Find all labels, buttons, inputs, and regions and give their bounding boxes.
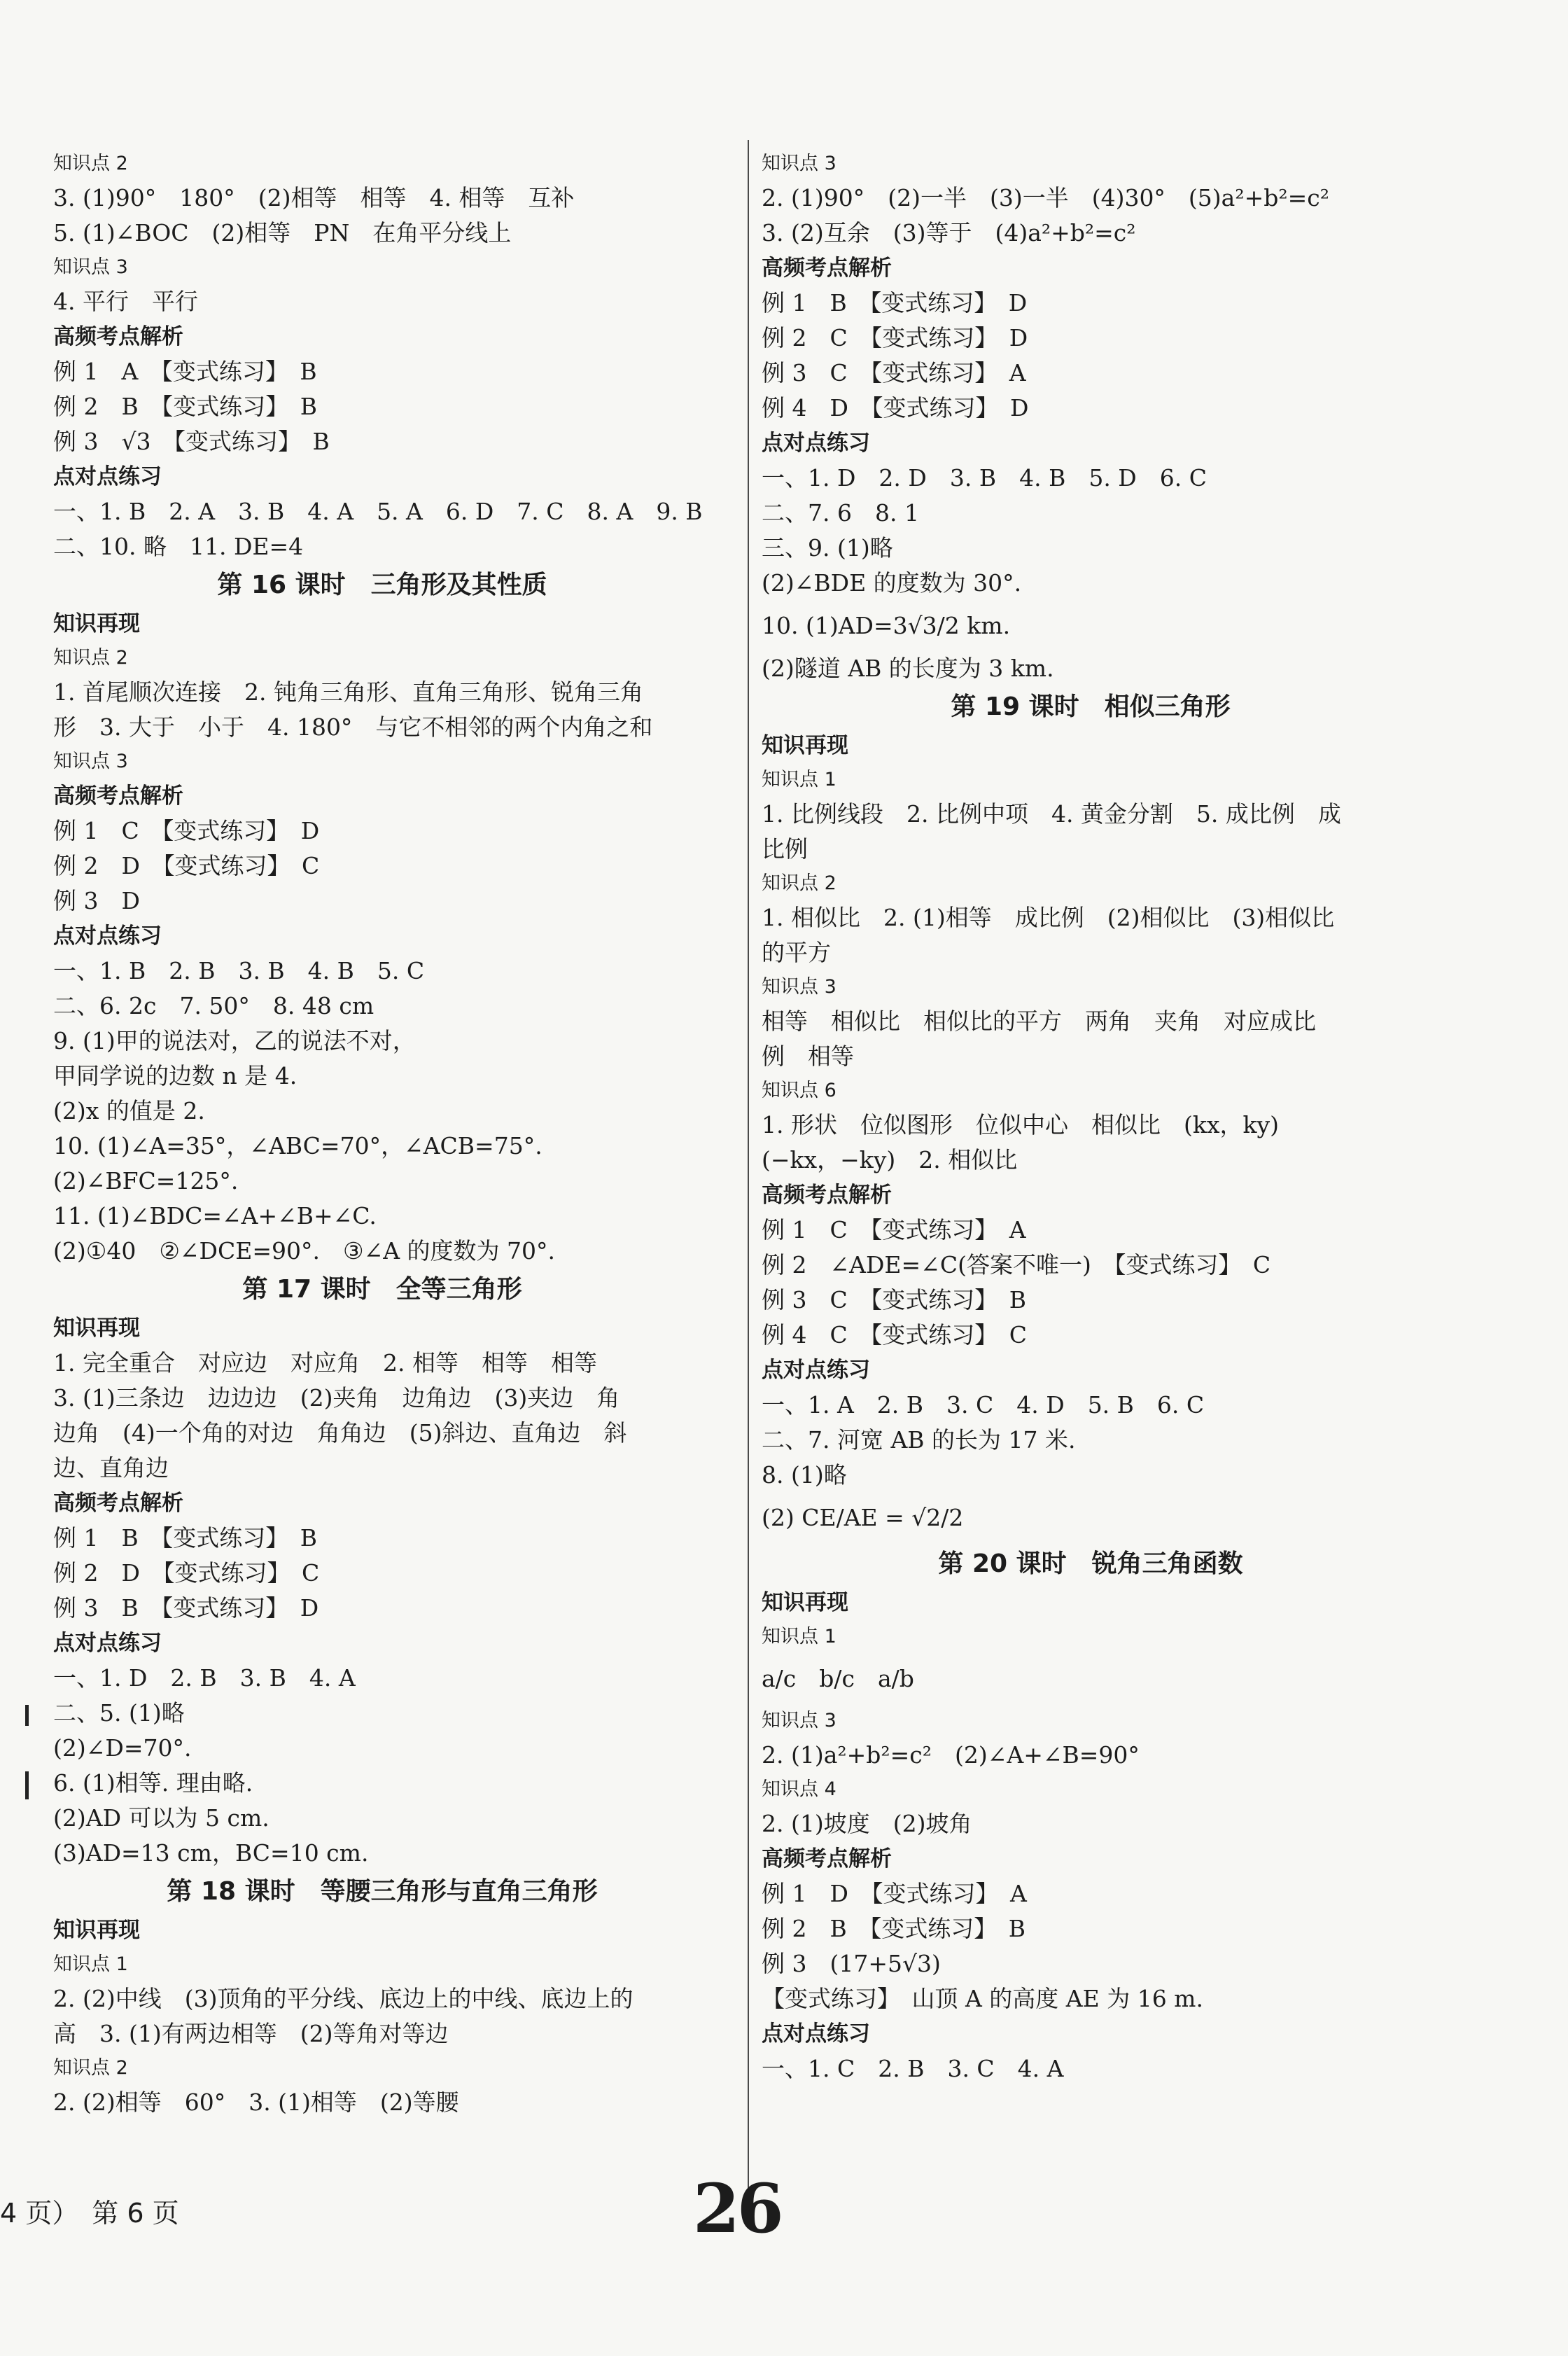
section-heading: 点对点练习 [762,431,870,456]
answer-line: 10. (1)AD=3√3/2 km. [762,612,1011,639]
answer-line: 例 3 D [53,887,140,914]
knowledge-point-label: 知识点 3 [53,256,128,278]
section-heading: 知识再现 [762,1590,848,1615]
answer-line: 例 1 A 【变式练习】 B [53,358,317,385]
column-divider [748,140,749,2219]
section-heading: 高频考点解析 [53,783,183,809]
answer-line: 一、1. A 2. B 3. C 4. D 5. B 6. C [762,1391,1205,1419]
section-heading: 知识再现 [53,1316,140,1341]
answer-line: (3)AD=13 cm，BC=10 cm. [53,1839,369,1867]
answer-line: 10. (1)∠A=35°，∠ABC=70°，∠ACB=75°. [53,1132,542,1159]
answer-line: 例 2 C 【变式练习】 D [762,324,1028,351]
answer-line: 2. (2)相等 60° 3. (1)相等 (2)等腰 [53,2089,459,2116]
answer-line: 4. 平行 平行 [53,288,198,315]
answer-line: 二、10. 略 11. DE=4 [53,533,304,560]
knowledge-point-label: 知识点 1 [762,1626,836,1647]
right-column [762,147,1420,2086]
knowledge-point-label: 知识点 6 [762,1080,836,1101]
scan-mark [25,1771,29,1799]
answer-line: 高 3. (1)有两边相等 (2)等角对等边 [53,2020,449,2047]
answer-line: 甲同学说的边数 n 是 4. [53,1062,298,1089]
lesson-title: 第 20 课时 锐角三角函数 [938,1549,1243,1578]
answer-line: (2)∠BDE 的度数为 30°. [762,569,1022,597]
answer-line: 例 4 D 【变式练习】 D [762,394,1029,421]
answer-line: 例 3 B 【变式练习】 D [53,1594,319,1622]
answer-line: 例 2 D 【变式练习】 C [53,1559,320,1587]
answer-line: 例 2 D 【变式练习】 C [53,852,320,879]
knowledge-point-label: 知识点 2 [53,153,128,174]
answer-line: (−kx，−ky) 2. 相似比 [762,1146,1018,1173]
answer-line: 2. (1)坡度 (2)坡角 [762,1810,972,1837]
knowledge-point-label: 知识点 2 [53,647,128,669]
answer-line: 形 3. 大于 小于 4. 180° 与它不相邻的两个内角之和 [53,713,653,741]
section-heading: 高频考点解析 [762,1846,892,1871]
answer-line: 3. (1)90° 180° (2)相等 相等 4. 相等 互补 [53,184,575,211]
answer-line: 例 2 B 【变式练习】 B [762,1915,1026,1942]
knowledge-point-label: 知识点 1 [762,769,836,790]
answer-line: 例 3 √3 【变式练习】 B [53,428,330,455]
answer-line: 例 1 C 【变式练习】 A [762,1216,1026,1243]
footer-page-ref: 4 页） 第 6 页 [0,2198,179,2229]
answer-line: 1. 形状 位似图形 位似中心 相似比 (kx，ky) [762,1111,1279,1138]
section-heading: 点对点练习 [53,464,162,489]
knowledge-point-label: 知识点 1 [53,1953,128,1975]
lesson-title: 第 18 课时 等腰三角形与直角三角形 [167,1877,598,1906]
answer-line: 6. (1)相等. 理由略. [53,1769,253,1797]
section-heading: 高频考点解析 [762,1183,892,1208]
answer-line: 二、5. (1)略 [53,1699,185,1727]
section-heading: 点对点练习 [762,2021,870,2047]
answer-line: (2)∠BFC=125°. [53,1167,239,1194]
answer-line: 5. (1)∠BOC (2)相等 PN 在角平分线上 [53,219,512,246]
answer-line: (2)∠D=70°. [53,1734,192,1762]
knowledge-point-label: 知识点 3 [762,976,836,998]
lesson-title: 第 17 课时 全等三角形 [242,1275,522,1304]
answer-line: 比例 [762,835,808,863]
answer-line: 边、直角边 [53,1454,169,1482]
answer-line: 2. (1)90° (2)一半 (3)一半 (4)30° (5)a²+b²=c² [762,184,1329,211]
answer-line: 8. (1)略 [762,1461,847,1489]
answer-line: 3. (2)互余 (3)等于 (4)a²+b²=c² [762,219,1136,246]
answer-line: (2)隧道 AB 的长度为 3 km. [762,655,1054,682]
answer-line: a/c b/c a/b [762,1665,914,1692]
answer-line: 的平方 [762,939,831,966]
answer-line: 1. 首尾顺次连接 2. 钝角三角形、直角三角形、锐角三角 [53,678,643,706]
answer-line: (2)x 的值是 2. [53,1097,205,1124]
answer-line: 1. 相似比 2. (1)相等 成比例 (2)相似比 (3)相似比 [762,904,1335,931]
section-heading: 知识再现 [53,611,140,636]
answer-line: 二、6. 2c 7. 50° 8. 48 cm [53,992,374,1019]
section-heading: 知识再现 [53,1918,140,1943]
section-heading: 点对点练习 [53,1631,162,1656]
answer-line: 一、1. B 2. B 3. B 4. B 5. C [53,957,425,984]
answer-line: 边角 (4)一个角的对边 角角边 (5)斜边、直角边 斜 [53,1419,627,1447]
knowledge-point-label: 知识点 4 [762,1778,836,1800]
answer-line: 例 4 C 【变式练习】 C [762,1321,1027,1348]
answer-line: 一、1. B 2. A 3. B 4. A 5. A 6. D 7. C 8. A 9. B [53,498,703,525]
answer-line: 一、1. D 2. B 3. B 4. A [53,1664,356,1692]
lesson-title: 第 19 课时 相似三角形 [951,692,1231,721]
page-number: 26 [693,2169,781,2248]
knowledge-point-label: 知识点 3 [762,153,836,174]
answer-line: 相等 相似比 相似比的平方 两角 夹角 对应成比 [762,1008,1316,1035]
lesson-title: 第 16 课时 三角形及其性质 [217,571,547,599]
section-heading: 高频考点解析 [53,1491,183,1516]
answer-line: 例 1 D 【变式练习】 A [762,1880,1027,1907]
answer-line: (2)AD 可以为 5 cm. [53,1804,270,1832]
answer-line: 二、7. 6 8. 1 [762,499,919,527]
answer-line: 例 1 B 【变式练习】 B [53,1524,317,1552]
answer-line: 例 3 C 【变式练习】 B [762,1286,1026,1313]
answer-line: 例 相等 [762,1043,854,1070]
answer-line: 一、1. D 2. D 3. B 4. B 5. D 6. C [762,464,1207,492]
knowledge-point-label: 知识点 3 [53,751,128,772]
answer-line: (2)①40 ②∠DCE=90°. ③∠A 的度数为 70°. [53,1237,556,1264]
answer-line: 二、7. 河宽 AB 的长为 17 米. [762,1426,1076,1454]
section-heading: 知识再现 [762,733,848,758]
answer-line: 1. 比例线段 2. 比例中项 4. 黄金分割 5. 成比例 成 [762,800,1341,828]
answer-line: 例 3 (17+5√3) [762,1950,941,1977]
section-heading: 高频考点解析 [762,256,892,281]
answer-line: 一、1. C 2. B 3. C 4. A [762,2055,1064,2082]
answer-line: 例 2 B 【变式练习】 B [53,393,317,420]
answer-line: 2. (1)a²+b²=c² (2)∠A+∠B=90° [762,1741,1140,1769]
answer-line: (2) CE/AE = √2/2 [762,1504,964,1531]
section-heading: 点对点练习 [53,923,162,949]
knowledge-point-label: 知识点 2 [53,2057,128,2079]
section-heading: 点对点练习 [762,1358,870,1383]
section-heading: 高频考点解析 [53,324,183,349]
answer-line: 例 1 B 【变式练习】 D [762,289,1028,316]
answer-line: 2. (2)中线 (3)顶角的平分线、底边上的中线、底边上的 [53,1985,634,2012]
knowledge-point-label: 知识点 3 [762,1710,836,1731]
answer-line: 三、9. (1)略 [762,534,893,562]
answer-line: 9. (1)甲的说法对，乙的说法不对， [53,1027,416,1054]
answer-line: 例 2 ∠ADE=∠C(答案不唯一) 【变式练习】 C [762,1251,1271,1278]
answer-line: 1. 完全重合 对应边 对应角 2. 相等 相等 相等 [53,1349,597,1376]
scan-mark [25,1705,29,1726]
answer-line: 【变式练习】 山顶 A 的高度 AE 为 16 m. [762,1985,1203,2012]
knowledge-point-label: 知识点 2 [762,872,836,894]
answer-line: 例 1 C 【变式练习】 D [53,817,320,844]
answer-line: 例 3 C 【变式练习】 A [762,359,1026,386]
answer-line: 3. (1)三条边 边边边 (2)夹角 边角边 (3)夹边 角 [53,1384,620,1411]
answer-line: 11. (1)∠BDC=∠A+∠B+∠C. [53,1202,377,1229]
left-column [53,147,711,2120]
